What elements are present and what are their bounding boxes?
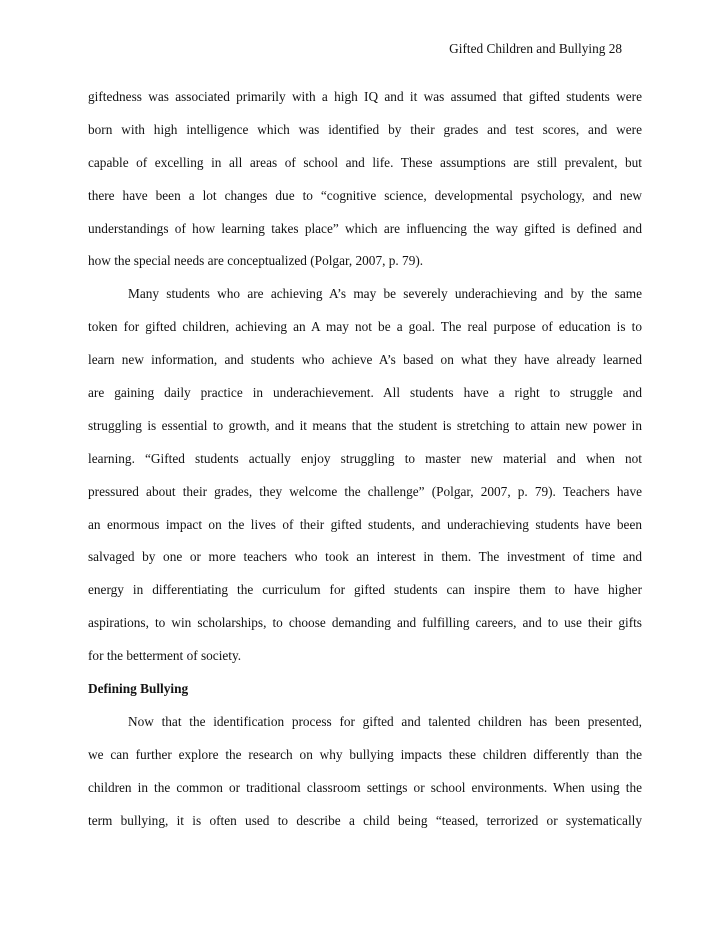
paragraph-3 bbox=[88, 706, 642, 838]
section-heading: Defining Bullying bbox=[88, 681, 189, 697]
paragraph-line: there have been a lot changes due to “cognitive science, developmental psychology, and new bbox=[88, 187, 642, 203]
paragraph-line: how the special needs are conceptualized (Polgar, 2007, p. 79). bbox=[88, 253, 424, 269]
document-body bbox=[88, 81, 642, 837]
paragraph-line: Many students who are achieving A’s may be severely underachieving and by the same bbox=[128, 286, 642, 302]
paragraph-line: learn new information, and students who achieve A’s based on what they have already learned bbox=[88, 352, 642, 368]
paragraph-line: understandings of how learning takes place” which are influencing the way gifted is defined and bbox=[88, 220, 642, 236]
paragraph-line: learning. “Gifted students actually enjoy struggling to master new material and when not bbox=[88, 450, 642, 466]
paragraph-line: born with high intelligence which was identified by their grades and test scores, and were bbox=[88, 121, 642, 137]
paragraph-line: an enormous impact on the lives of their gifted students, and underachieving students have been bbox=[88, 516, 642, 532]
paragraph-1 bbox=[88, 81, 642, 278]
paragraph-line: term bullying, it is often used to describe a child being “teased, terrorized or systematically bbox=[88, 812, 642, 828]
paragraph-line: capable of excelling in all areas of school and life. These assumptions are still prevalent, but bbox=[88, 154, 642, 170]
paragraph-line: energy in differentiating the curriculum for gifted students can inspire them to have higher bbox=[88, 582, 642, 598]
paragraph-line: Now that the identification process for gifted and talented children has been presented, bbox=[128, 713, 642, 729]
paragraph-line: children in the common or traditional classroom settings or school environments. When using the bbox=[88, 779, 642, 795]
running-head: Gifted Children and Bullying 28 bbox=[449, 41, 622, 56]
paragraph-line: giftedness was associated primarily with a high IQ and it was assumed that gifted students were bbox=[88, 89, 642, 104]
paragraph-line: for the betterment of society. bbox=[88, 648, 242, 664]
paragraph-line: salvaged by one or more teachers who took an interest in them. The investment of time and bbox=[88, 549, 642, 565]
paragraph-line: pressured about their grades, they welcome the challenge” (Polgar, 2007, p. 79). Teachers have bbox=[88, 483, 642, 499]
paragraph-line: aspirations, to win scholarships, to choose demanding and fulfilling careers, and to use their gifts bbox=[88, 615, 642, 631]
paragraph-line: struggling is essential to growth, and it means that the student is stretching to attain new power in bbox=[88, 417, 642, 433]
paragraph-line: token for gifted children, achieving an A may not be a goal. The real purpose of education is to bbox=[88, 319, 642, 335]
paragraph-line: are gaining daily practice in underachievement. All students have a right to struggle and bbox=[88, 385, 642, 401]
paragraph-line: we can further explore the research on why bullying impacts these children differently than the bbox=[88, 746, 642, 762]
paragraph-2 bbox=[88, 278, 642, 673]
